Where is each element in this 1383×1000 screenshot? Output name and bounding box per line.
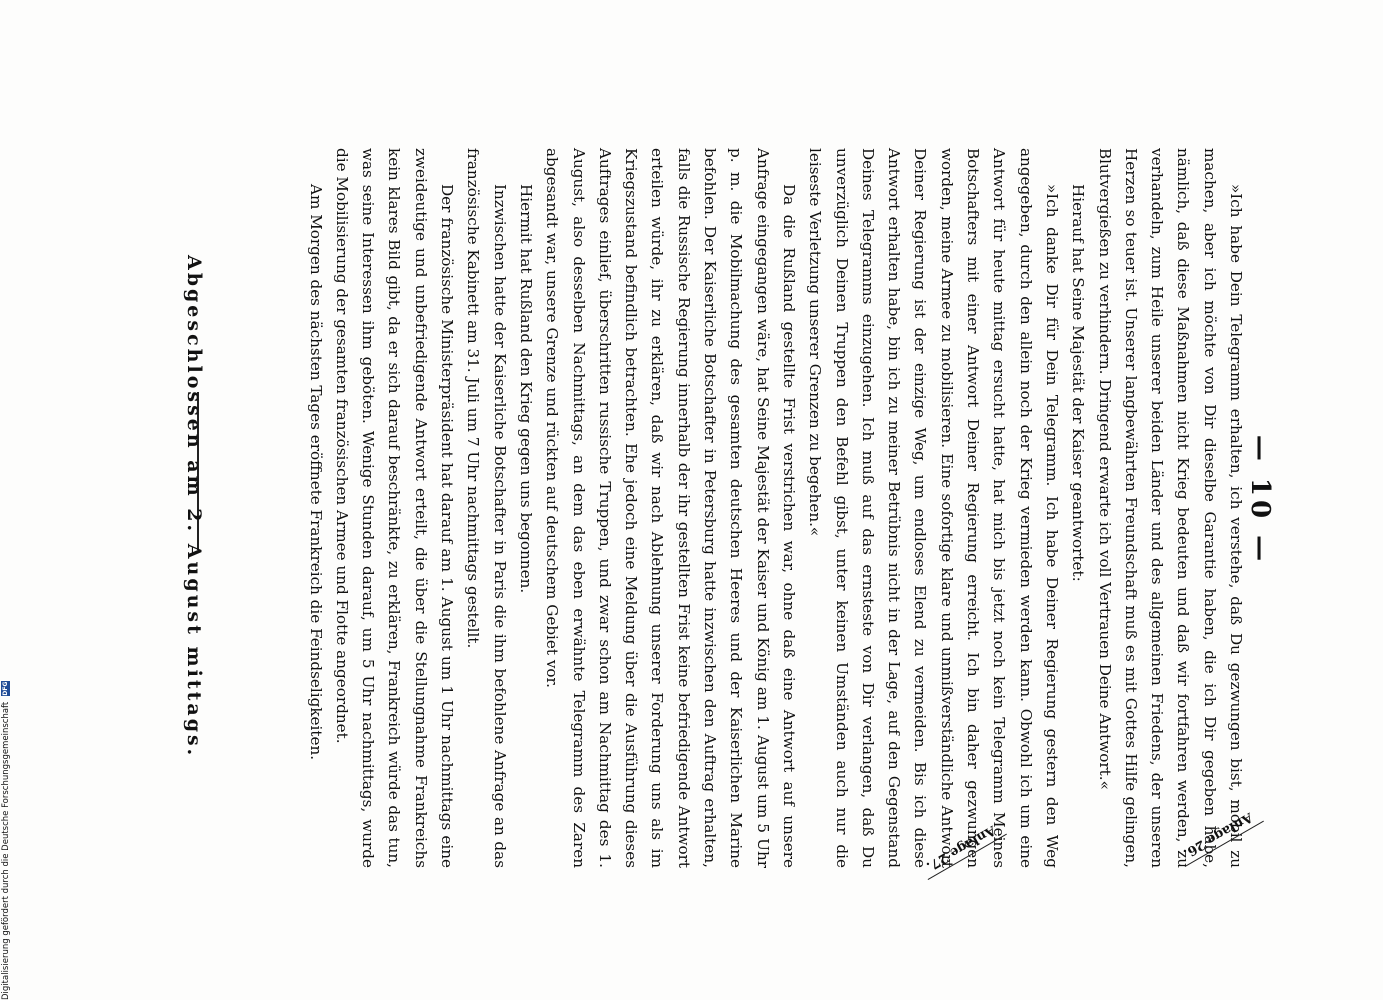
page-number: — 10 —	[1245, 434, 1275, 566]
paragraph-mobilization: Da die Rußland gestellte Frist verstrichen war, ohne daß eine Antwort auf unsere Anfrage eingegangen wäre, hat Seine Majestät der Kaiser und König am 1. August um 5 Uhr p. m. die Mobilmachung des gesamten deutschen Heeres und der Kaiserlichen Marine befohlen. Der Kaiserliche Botschafter in Petersburg hatte inzwischen den Auftrag erhalten, falls die Russische Regierung innerhalb der ihr gestellten Frist keine befriedigende Antwort erteilen würde, ihr zu erklären, daß wir nach Ablehnung unserer Forderung uns als im Kriegszustand befindlich betrachten. Ehe jedoch eine Meldung über die Ausführung dieses Auftrages einlief, überschritten russische Truppen, und zwar schon am Nachmittag des 1. August, also desselben Nachmittags, an dem das eben erwähnte Telegramm des Zaren abgesandt war, unsere Grenze und rückten auf deutschem Gebiet vor.	[543, 148, 798, 868]
dfg-logo: DFG	[2, 681, 9, 696]
body-text	[302, 148, 1249, 868]
paragraph-telegram-zar: »Ich habe Dein Telegramm erhalten, ich verstehe, daß Du gezwungen bist, mobil zu machen, aber ich möchte von Dir dieselbe Garantie haben, die ich Dir gegeben habe, nämlich, daß diese Maßnahmen nicht Krieg bedeuten und daß wir fortfahren werden, zu verhandeln, zum Heile unserer beiden Länder und des allgemeinen Friedens, der unseren Herzen so teuer ist. Unserer langbewährten Freundschaft muß es mit Gottes Hilfe gelingen, Blutvergießen zu verhindern. Dringend erwarte ich voll Vertrauen Deine Antwort.«	[1095, 148, 1245, 868]
annex-label-27: Anlage 27.	[923, 822, 998, 874]
annex-label-26: Anlage 26.	[1180, 809, 1255, 861]
digitization-footer	[0, 0, 13, 1000]
paragraph-war-begun: Hiermit hat Rußland den Krieg gegen uns begonnen.	[516, 184, 535, 594]
paragraph-kaiser-telegram: »Ich danke Dir für Dein Telegramm. Ich habe Deiner Regierung gestern den Weg angegeben, durch den allein noch der Krieg vermieden werden kann. Obwohl ich um eine Antwort für heute mittag ersucht hatte, hat mich bis jetzt noch kein Telegramm Meines Botschafters mit einer Antwort Deiner Regierung erreicht. Ich bin daher gezwungen worden, meine Armee zu mobilisieren. Eine sofortige klare und unmißverständliche Antwort Deiner Regierung ist der einzige Weg, um endloses Elend zu vermeiden. Bis ich diese Antwort erhalten habe, bin ich zu meiner Betrübnis nicht in der Lage, auf den Gegenstand Deines Telegramms einzugehen. Ich muß auf das ernsteste von Dir verlangen, daß Du unverzüglich Deinen Truppen den Befehl gibst, unter keinen Umständen auch nur die leiseste Verletzung unserer Grenzen zu begehen.«	[806, 148, 1061, 868]
paragraph-french-answer: Der französische Ministerpräsident hat darauf am 1. August um 1 Uhr nachmittags eine zweideutige und unbefriedigende Antwort erteilt, die über die Stellungnahme Frankreichs kein klares Bild gibt, da er sich darauf beschränkte, zu erklären, Frankreich würde das tun, was seine Interessen ihm geböten. Wenige Stunden darauf, um 5 Uhr nachmittags, wurde die Mobilisierung der gesamten französischen Armee und Flotte angeordnet.	[332, 148, 457, 868]
paragraph-kaiser-answer-intro: Hierauf hat Seine Majestät der Kaiser geantwortet:	[1069, 184, 1088, 582]
paragraph-paris-inquiry: Inzwischen hatte der Kaiserliche Botschafter in Paris die ihm befohlene Anfrage an das französische Kabinett am 31. Juli um 7 Uhr nachmittags gestellt.	[464, 148, 509, 868]
paragraph-hostilities: Am Morgen des nächsten Tages eröffnete Frankreich die Feindseligkeiten.	[306, 184, 325, 761]
closing-line: Abgeschlossen am 2. August mittags.	[183, 255, 205, 759]
footer-text: Digitalisierung gefördert durch die Deutsche Forschungsgemeinschaft	[1, 701, 11, 1000]
